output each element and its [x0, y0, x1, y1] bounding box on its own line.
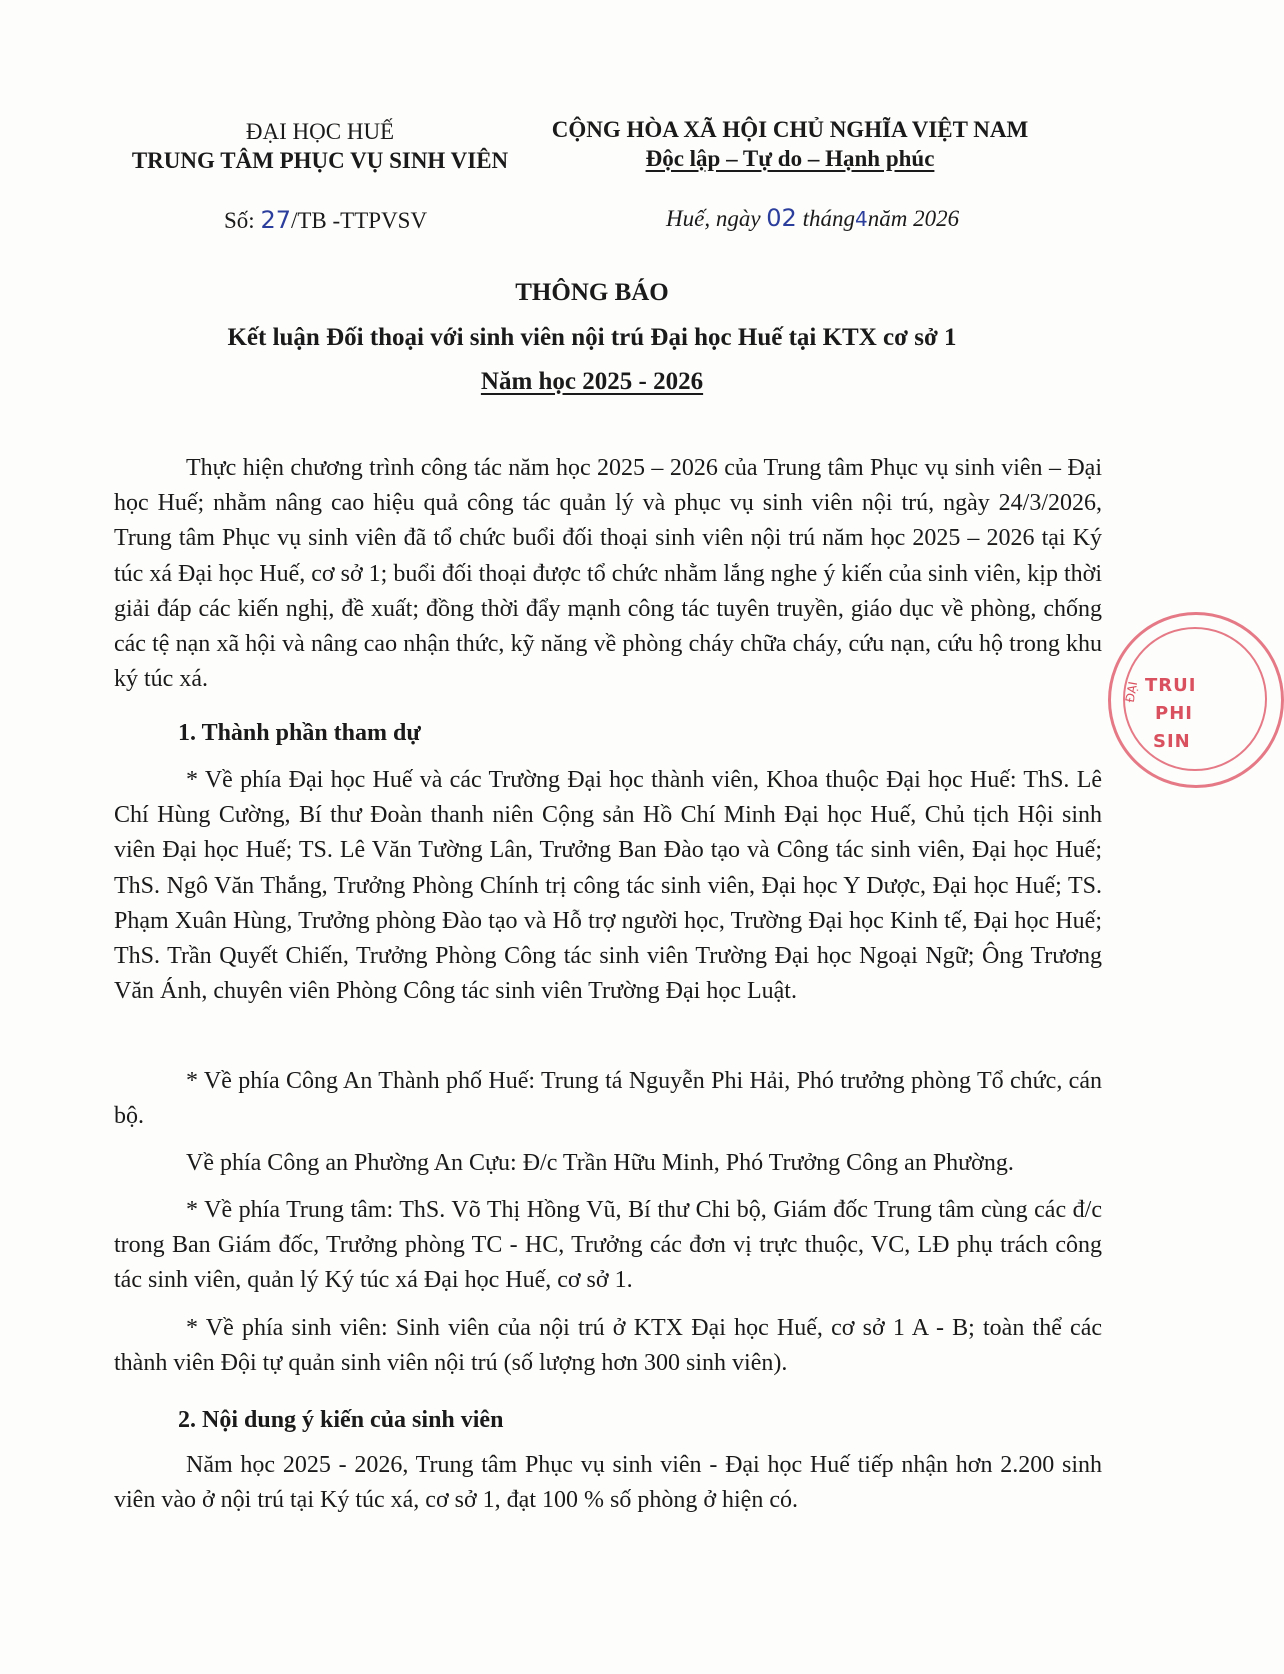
national-motto: Độc lập – Tự do – Hạnh phúc	[645, 146, 935, 171]
section-1-heading: 1. Thành phần tham dự	[178, 720, 421, 746]
academic-year	[0, 368, 1184, 396]
section-2-paragraph: Năm học 2025 - 2026, Trung tâm Phục vụ sinh viên - Đại học Huế tiếp nhận hơn 2.200 sinh viên vào ở nội trú tại Ký túc xá, cơ sở 1, đạt 100 % số phòng ở hiện có.	[114, 1452, 1102, 1514]
seal-text-line-1: TRUI	[1145, 675, 1197, 696]
section-1-paragraph-center: * Về phía Trung tâm: ThS. Võ Thị Hồng Vũ, Bí thư Chi bộ, Giám đốc Trung tâm cùng các đ/c trong Ban Giám đốc, Trưởng phòng TC - HC, Trưởng các đơn vị trực thuộc, VC, LĐ phụ trách công tác sinh viên, quản lý Ký túc xá Đại học Huế, cơ sở 1.	[114, 1197, 1102, 1294]
section-1-paragraph-students: * Về phía sinh viên: Sinh viên của nội trú ở KTX Đại học Huế, cơ sở 1 A - B; toàn thể các thành viên Đội tự quản sinh viên nội trú (số lượng hơn 300 sinh viên).	[114, 1315, 1102, 1377]
date-place: Huế, ngày	[666, 206, 761, 231]
document-title: THÔNG BÁO	[515, 279, 669, 306]
seal-side-text: ĐẠI	[1122, 680, 1141, 704]
document-number	[224, 206, 427, 234]
org-parent: ĐẠI HỌC HUẾ	[245, 119, 395, 144]
seal-text-line-2: PHI	[1155, 703, 1193, 724]
date-month-label: tháng	[802, 206, 855, 231]
section-2-heading: 2. Nội dung ý kiến của sinh viên	[178, 1407, 504, 1433]
section-1-paragraph-city-police: * Về phía Công An Thành phố Huế: Trung tá Nguyễn Phi Hải, Phó trưởng phòng Tổ chức, cán bộ.	[114, 1068, 1102, 1130]
official-seal	[1108, 612, 1284, 788]
doc-number-prefix: Số:	[224, 208, 255, 233]
org-name: TRUNG TÂM PHỤC VỤ SINH VIÊN	[131, 148, 509, 173]
date-year: năm 2026	[867, 206, 960, 231]
date-day-handwritten: 02	[766, 204, 797, 232]
document-date	[666, 204, 959, 232]
doc-number-handwritten: 27	[260, 206, 291, 234]
document-subtitle: Kết luận Đối thoại với sinh viên nội trú Đại học Huế tại KTX cơ sở 1	[227, 324, 957, 351]
seal-inner-ring	[1123, 627, 1267, 771]
academic-year-text: Năm học 2025 - 2026	[480, 368, 704, 395]
intro-paragraph: Thực hiện chương trình công tác năm học 2025 – 2026 của Trung tâm Phục vụ sinh viên – Đại học Huế; nhằm nâng cao hiệu quả công tác quản lý và phục vụ sinh viên nội trú, ngày 24/3/2026, Trung tâm Phục vụ sinh viên đã tổ chức buổi đối thoại sinh viên nội trú năm học 2025 – 2026 tại Ký túc xá Đại học Huế, cơ sở 1; buổi đối thoại được tổ chức nhằm lắng nghe ý kiến của sinh viên, kịp thời giải đáp các kiến nghị, đề xuất; đồng thời đẩy mạnh công tác tuyên truyền, giáo dục về phòng, chống các tệ nạn xã hội và nâng cao nhận thức, kỹ năng về phòng cháy chữa cháy, cứu nạn, cứu hộ trong khu ký túc xá.	[114, 455, 1102, 693]
section-1-paragraph-ward-police: Về phía Công an Phường An Cựu: Đ/c Trần Hữu Minh, Phó Trưởng Công an Phường.	[186, 1150, 1014, 1176]
date-month-handwritten: 4	[854, 207, 868, 231]
country-name: CỘNG HÒA XÃ HỘI CHỦ NGHĨA VIỆT NAM	[551, 117, 1029, 142]
section-1-paragraph-university: * Về phía Đại học Huế và các Trường Đại học thành viên, Khoa thuộc Đại học Huế: ThS. Lê Chí Hùng Cường, Bí thư Đoàn thanh niên Cộng sản Hồ Chí Minh Đại học Huế, Chủ tịch Hội sinh viên Đại học Huế; TS. Lê Văn Tường Lân, Trưởng Ban Đào tạo và Công tác sinh viên, Đại học Huế; ThS. Ngô Văn Thắng, Trưởng Phòng Chính trị công tác sinh viên, Đại học Y Dược, Đại học Huế; TS. Phạm Xuân Hùng, Trưởng phòng Đào tạo và Hỗ trợ người học, Trường Đại học Kinh tế, Đại học Huế; ThS. Trần Quyết Chiến, Trưởng Phòng Công tác sinh viên Trường Đại học Ngoại Ngữ; Ông Trương Văn Ánh, chuyên viên Phòng Công tác sinh viên Trường Đại học Luật.	[114, 767, 1102, 1005]
doc-number-suffix: /TB -TTPVSV	[290, 208, 428, 233]
seal-text-line-3: SIN	[1153, 731, 1191, 752]
